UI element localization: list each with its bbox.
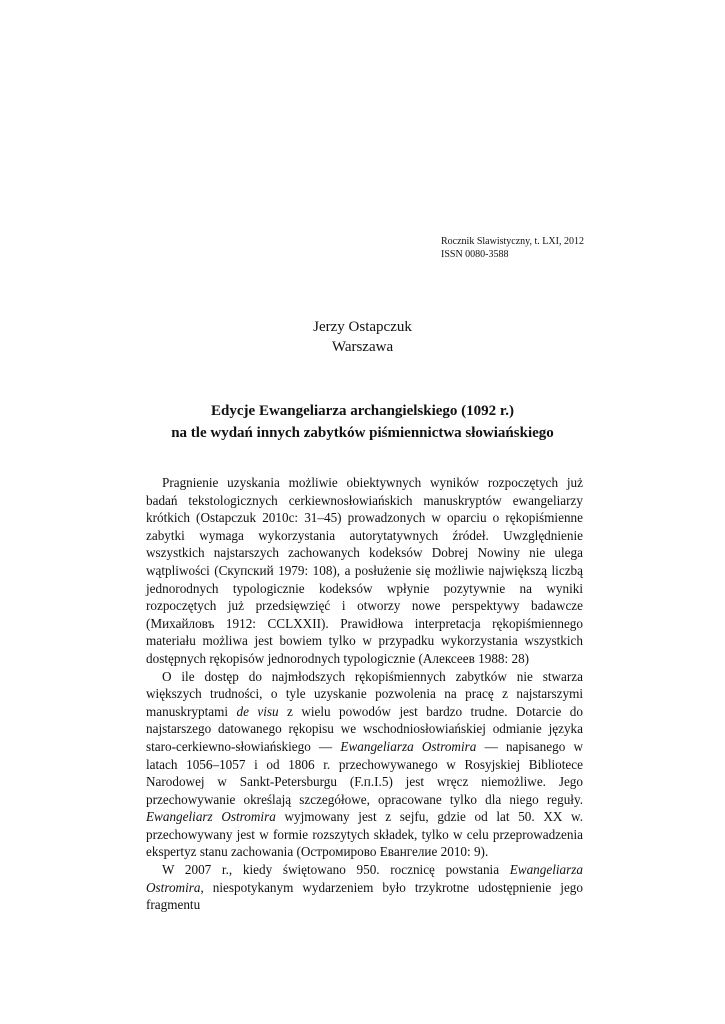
paragraph-2 <box>146 668 583 862</box>
author-block <box>0 317 725 357</box>
issn-line: ISSN 0080-3588 <box>441 248 509 260</box>
paragraph-3-italic: Ewangeliarza Ostromira <box>146 862 583 895</box>
paragraph-2-text: wyjmowany jest z sejfu, gdzie od lat 50. XX w. przechowywany jest w formie rozszytych składek, tylko w celu przeprowadzenia ekspertyz stanu zachowania (Остромирово Евангелие 2010: 9). <box>146 809 584 860</box>
paragraph-3 <box>146 861 583 914</box>
author-city: Warszawa <box>331 339 394 355</box>
article-title <box>0 400 725 444</box>
title-line-1: Edycje Ewangeliarza archangielskiego (1092 r.) <box>211 403 514 419</box>
title-line-2: na tle wydań innych zabytków piśmiennictwa słowiańskiego <box>171 425 554 441</box>
paragraph-2-italic: Ewangeliarza Ostromira <box>340 738 477 754</box>
paragraph-3-text: W 2007 r., kiedy świętowano 950. rocznicę powstania <box>162 862 510 878</box>
journal-info <box>441 236 584 261</box>
paragraph-3-text: , niespotykanym wydarzeniem było trzykrotne udostępnienie jego fragmentu <box>146 879 583 913</box>
paragraph-2-text: O ile dostęp do najmłodszych rękopiśmiennych zabytków nie stwarza większych trudności, o tyle uzyskanie pozwolenia na pracę z najstarszymi manuskryptami <box>146 668 583 719</box>
journal-line: Rocznik Slawistyczny, t. LXI, 2012 <box>441 236 584 247</box>
paragraph-2-text: — napisanego w latach 1056–1057 i od 1806 r. przechowywanego w Rosyjskiej Bibliotece Narodowej w Sankt-Petersburgu (F.п.I.5) jest wręcz niemożliwe. Jego przechowywanie określają szczegółowe, opracowane tylko dla niego reguły. <box>146 738 584 807</box>
author-name: Jerzy Ostapczuk <box>313 319 412 335</box>
paragraph-2-italic: Ewangeliarz Ostromira <box>146 809 276 825</box>
paragraph-1: Pragnienie uzyskania możliwie obiektywnych wyników rozpoczętych już badań tekstologicznych cerkiewnosłowiańskich manuskryptów ewangeliarzy krótkich (Ostapczuk 2010c: 31–45) prowadzonych w oparciu o rękopiśmienne zabytki wymaga wykorzystania autorytatywnych źródeł. Uwzględnienie wszystkich najstarszych zachowanych kodeksów Dobrej Nowiny nie ulega wątpliwości (Скупский 1979: 108), a posłużenie się możliwie największą liczbą jednorodnych typologicznie kodeksów wpłynie pozytywnie na wyniki rozpoczętych już przedsięwzięć i otworzy nowe perspektywy badawcze (Михайловъ 1912: CCLXXII). Prawidłowa interpretacja rękopiśmiennego materiału możliwa jest bowiem tylko w przypadku wykorzystania wszystkich dostępnych rękopisów jednorodnych typologicznie (Алексеев 1988: 28) <box>146 475 583 666</box>
paragraph-2-text: z wielu powodów jest bardzo trudne. Dotarcie do najstarszego datowanego rękopisu we wschodniosłowiańskiej odmianie języka staro-cerkiewno-słowiańskiego — <box>146 703 583 754</box>
article-body <box>146 474 583 914</box>
paragraph-2-italic: de visu <box>236 703 279 719</box>
